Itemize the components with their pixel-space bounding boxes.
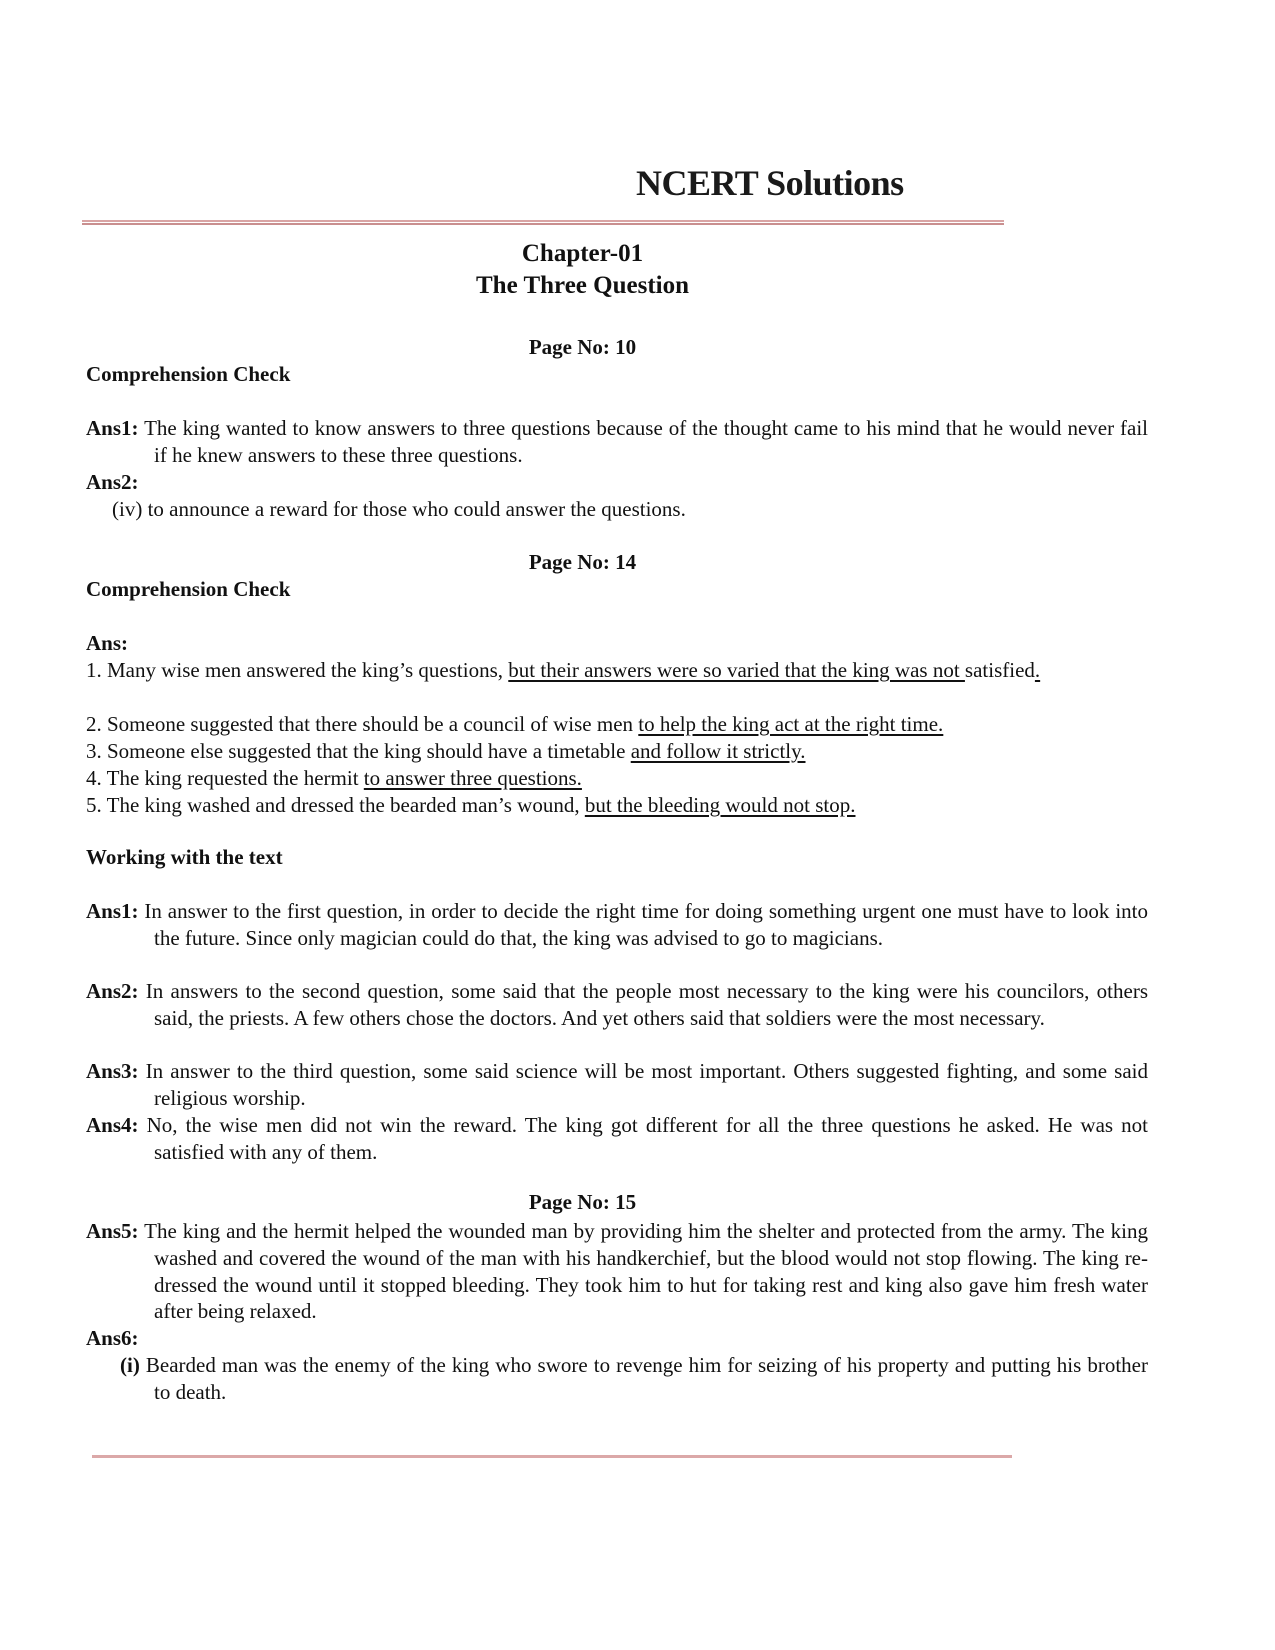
answer-label-row	[86, 630, 1080, 657]
chapter-number: Chapter-01	[521, 240, 644, 267]
answer-label: Ans1:	[86, 416, 139, 440]
answer-6-label-row	[86, 1325, 1080, 1352]
brand-title: NCERT Solutions	[636, 163, 904, 203]
section-heading-working: Working with the text	[86, 845, 283, 869]
answer-1	[86, 415, 1148, 469]
answer-text: No, the wise men did not win the reward. The king got different for all the three questions he asked. He was not satisfied with any of them.	[146, 1113, 1148, 1164]
working-answer-5	[86, 1218, 1148, 1325]
answer-2	[112, 496, 1072, 523]
chapter-title: The Three Question	[476, 272, 689, 299]
answer-text: (iv) to announce a reward for those who could answer the questions.	[112, 497, 686, 521]
item-text: satisfied	[964, 658, 1035, 682]
working-answer-4	[86, 1112, 1148, 1166]
item-text: 1. Many wise men answered the king’s questions,	[86, 658, 509, 682]
page-number-15: Page No: 15	[528, 1190, 637, 1214]
list-item	[86, 792, 1102, 819]
page-number-14: Page No: 14	[528, 550, 637, 574]
answer-text: The king and the hermit helped the wounded man by providing him the shelter and protected from the army. The king washed and covered the wound of the man with his handkerchief, but the blood would not stop flowing. The king re-dressed the wound until it stopped bleeding. They took him to hut for taking rest and king also gave him fresh water after being relaxed.	[144, 1219, 1149, 1324]
answer-label: Ans2:	[86, 470, 139, 494]
item-underlined: but the bleeding would not stop.	[584, 793, 856, 817]
item-text: 5. The king washed and dressed the bearded man’s wound,	[86, 793, 585, 817]
answer-text: In answer to the third question, some said science will be most important. Others suggested fighting, and some said religious worship.	[145, 1059, 1148, 1110]
item-underlined: .	[1034, 658, 1041, 682]
answer-label: Ans2:	[86, 979, 139, 1003]
item-underlined: to help the king act at the right time.	[638, 712, 944, 736]
item-text: 3. Someone else suggested that the king should have a timetable	[86, 739, 631, 763]
answer-label: Ans6:	[86, 1326, 139, 1350]
item-underlined: to answer three questions.	[363, 766, 582, 790]
list-item	[86, 711, 1102, 738]
answer-label: Ans4:	[86, 1113, 139, 1137]
item-underlined: but their answers were so varied that the king was not	[508, 658, 965, 682]
section-heading-comprehension-1: Comprehension Check	[86, 362, 291, 386]
answer-2-label-row	[86, 469, 1080, 496]
answer-text: In answers to the second question, some said that the people most necessary to the king were his councilors, others said, the priests. A few others chose the doctors. And yet others said that soldiers were the most necessary.	[145, 979, 1148, 1030]
answer-text: Bearded man was the enemy of the king who swore to revenge him for seizing of his property and putting his brother to death.	[145, 1353, 1148, 1404]
answer-text: The king wanted to know answers to three questions because of the thought came to his mind that he would never fail if he knew answers to these three questions.	[144, 416, 1149, 467]
item-text: 4. The king requested the hermit	[86, 766, 364, 790]
page-number-10: Page No: 10	[528, 335, 637, 359]
answer-label: Ans3:	[86, 1059, 139, 1083]
sub-answer-label: (i)	[120, 1353, 140, 1377]
answer-label: Ans1:	[86, 899, 139, 923]
answer-label: Ans5:	[86, 1219, 139, 1243]
working-answer-1	[86, 898, 1148, 952]
list-item	[86, 738, 1102, 765]
answer-text: In answer to the first question, in order to decide the right time for doing something urgent one must have to look into the future. Since only magician could do that, the king was advised to go to magicians.	[144, 899, 1149, 950]
answer-label: Ans:	[86, 631, 129, 655]
item-underlined: and follow it strictly.	[630, 739, 806, 763]
list-item	[86, 657, 1102, 684]
list-item	[86, 765, 1102, 792]
answer-6-i	[86, 1352, 1148, 1406]
footer-rule	[92, 1455, 1012, 1458]
item-text: 2. Someone suggested that there should be a council of wise men	[86, 712, 639, 736]
working-answer-3	[86, 1058, 1148, 1112]
section-heading-comprehension-2: Comprehension Check	[86, 577, 291, 601]
working-answer-2	[86, 978, 1148, 1032]
header-rule	[82, 220, 1004, 225]
